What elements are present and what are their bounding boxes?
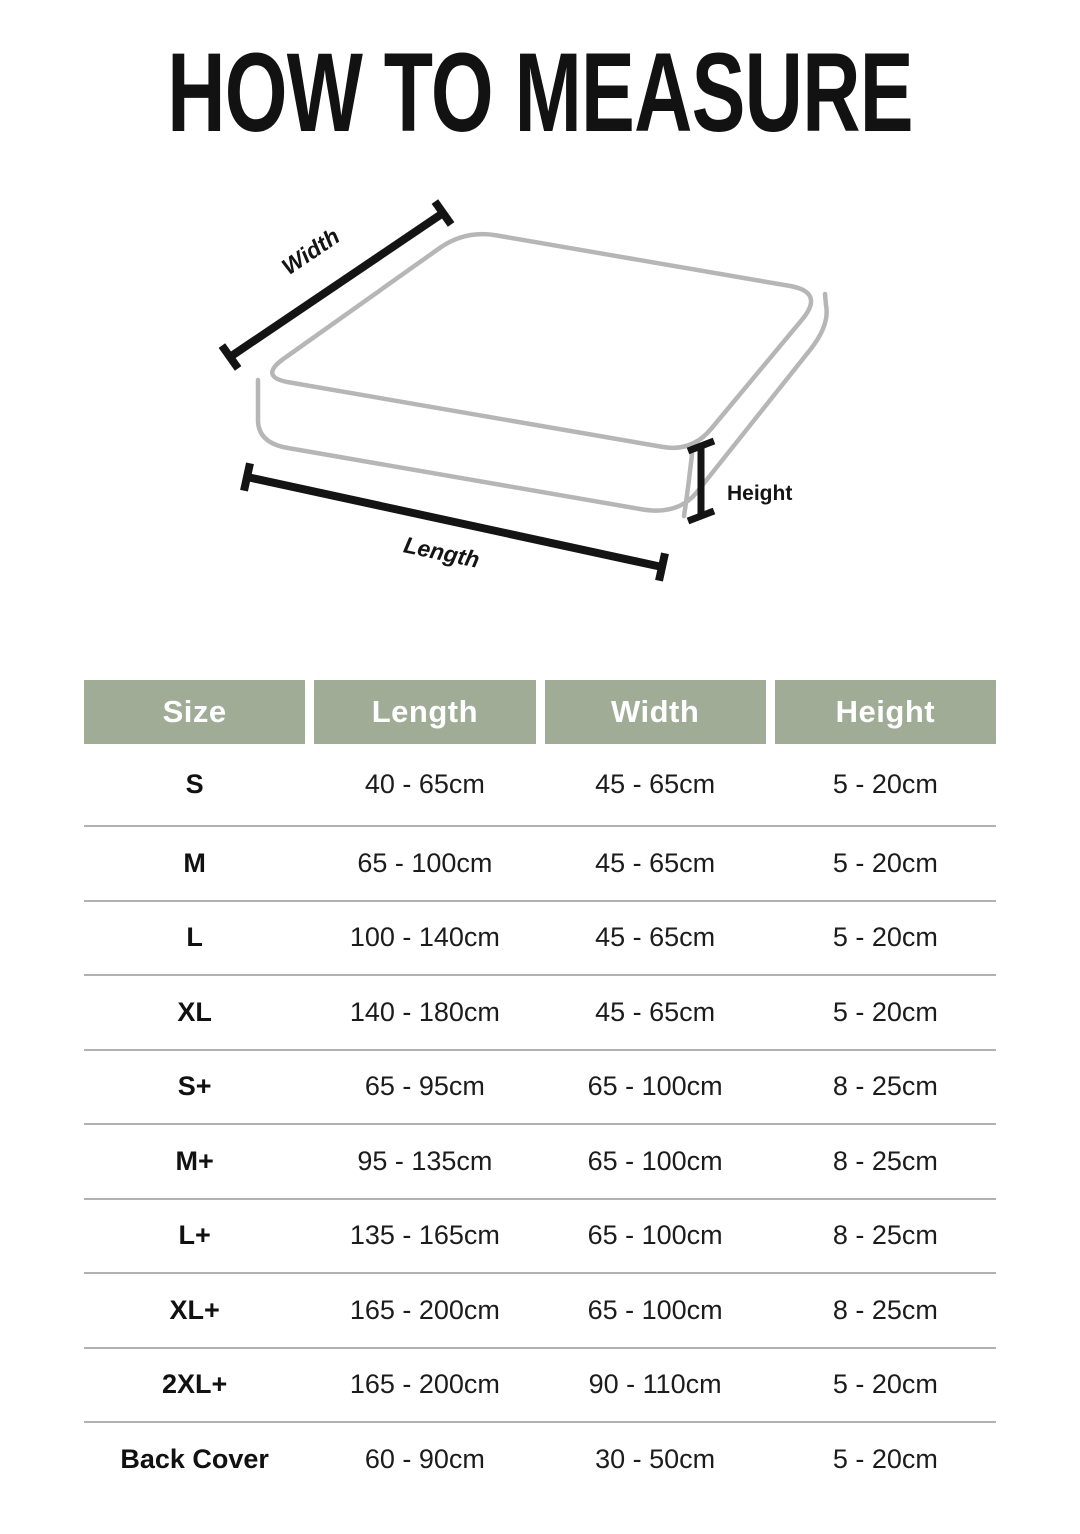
table-row [84,1049,996,1124]
table-row [84,1123,996,1198]
cell-size: S [185,769,204,799]
cell-width: 90 - 110cm [588,1369,722,1400]
cell-length: 65 - 100cm [357,847,493,878]
cell-size: XL+ [169,1294,220,1325]
cell-height: 8 - 25cm [832,1220,938,1251]
table-row [84,1198,996,1273]
cell-size: 2XL+ [161,1369,228,1400]
cell-size: M+ [175,1145,214,1176]
cushion-top-face [272,234,811,448]
cell-size: M [183,847,206,878]
table-row [84,825,996,900]
size-chart-table [84,680,996,1496]
cell-width: 45 - 65cm [595,996,716,1027]
cell-width: 65 - 100cm [587,1145,723,1176]
cell-width: 65 - 100cm [587,1071,723,1102]
cushion-illustration [258,234,827,516]
cell-height: 5 - 20cm [832,1443,938,1474]
cell-height: 5 - 20cm [832,996,938,1027]
table-row [84,744,996,825]
height-label: Height [727,482,793,505]
height-measure [688,441,792,521]
width-measure [222,202,451,369]
cell-width: 45 - 65cm [595,922,716,953]
column-header-length: Length [314,680,535,744]
cell-length: 135 - 165cm [349,1220,500,1251]
cell-size: XL [177,996,212,1027]
cell-size: L+ [178,1220,211,1251]
cell-length: 65 - 95cm [364,1071,485,1102]
cell-length: 100 - 140cm [349,922,500,953]
cell-length: 95 - 135cm [357,1145,493,1176]
column-header-width: Width [545,680,766,744]
cell-length: 40 - 65cm [364,769,485,799]
width-label: Width [276,222,345,280]
page-title: HOW TO MEASURE [167,30,913,155]
cell-height: 8 - 25cm [832,1071,938,1102]
cell-length: 165 - 200cm [349,1294,500,1325]
size-table-header [84,680,996,744]
cell-length: 60 - 90cm [364,1443,485,1474]
table-row [84,900,996,975]
cell-length: 140 - 180cm [349,996,500,1027]
table-row [84,974,996,1049]
cell-width: 65 - 100cm [587,1294,723,1325]
column-header-height: Height [775,680,996,744]
length-measure [244,463,665,580]
cell-height: 8 - 25cm [832,1145,938,1176]
cell-height: 8 - 25cm [832,1294,938,1325]
cell-size: L [186,922,203,953]
size-table-body [84,744,996,1496]
cell-width: 45 - 65cm [595,847,716,878]
table-row [84,1272,996,1347]
cushion-corner-seam [684,454,692,516]
cell-width: 30 - 50cm [595,1443,716,1474]
cell-height: 5 - 20cm [832,769,938,799]
length-label: Length [401,531,482,573]
cell-length: 165 - 200cm [349,1369,500,1400]
cell-width: 45 - 65cm [595,769,716,799]
cell-height: 5 - 20cm [832,922,938,953]
cell-height: 5 - 20cm [832,847,938,878]
table-row [84,1421,996,1496]
column-header-size: Size [84,680,305,744]
cell-size: S+ [177,1071,212,1102]
cell-size: Back Cover [120,1443,269,1474]
cell-height: 5 - 20cm [832,1369,938,1400]
cushion-side-faces [258,294,827,511]
table-row [84,1347,996,1422]
cell-width: 65 - 100cm [587,1220,723,1251]
